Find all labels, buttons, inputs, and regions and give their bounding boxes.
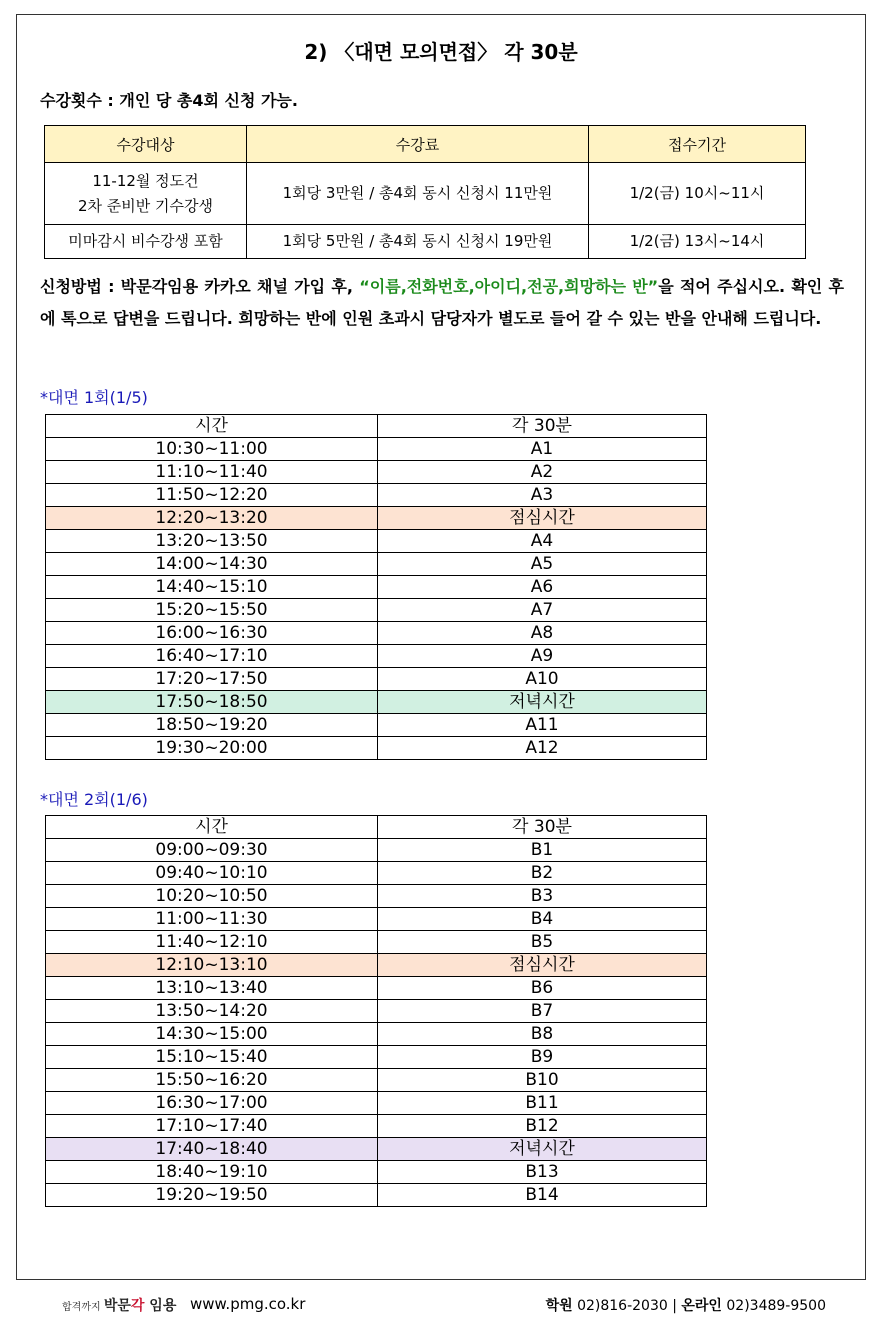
logo-brand-2: 각: [130, 1298, 145, 1314]
time-cell: 15:10~15:40: [46, 1046, 378, 1069]
fee-target-line2: 2차 준비반 기수강생: [77, 196, 213, 215]
time-cell: 16:40~17:10: [46, 645, 378, 668]
fee-table: [44, 125, 806, 259]
schedule-row: [46, 1138, 707, 1161]
brand-logo: [62, 1295, 176, 1315]
slot-cell: A6: [378, 576, 707, 599]
time-cell: 18:50~19:20: [46, 714, 378, 737]
logo-brand-1: 박문: [103, 1298, 131, 1314]
schedule-row: [46, 576, 707, 599]
logo-brand-3: 임용: [144, 1298, 177, 1314]
slot-cell: A2: [378, 461, 707, 484]
slot-cell: B10: [378, 1069, 707, 1092]
schedule-row: [46, 668, 707, 691]
footer: [0, 1292, 884, 1318]
fee-period: 1/2(금) 10시~11시: [589, 163, 806, 225]
site-url[interactable]: www.pmg.co.kr: [190, 1295, 306, 1313]
slot-cell: A10: [378, 668, 707, 691]
time-cell: 17:20~17:50: [46, 668, 378, 691]
time-cell: 12:10~13:10: [46, 954, 378, 977]
fee-amount: 1회당 5만원 / 총4회 동시 신청시 19만원: [247, 225, 589, 259]
count-line: 수강횟수 : 개인 당 총4회 신청 가능.: [40, 91, 298, 110]
apply-prefix: 신청방법 : 박문각임용 카카오 채널 가입 후,: [40, 277, 360, 296]
schedule-row: [46, 908, 707, 931]
time-cell: 13:50~14:20: [46, 1000, 378, 1023]
apply-highlight: “이름,전화번호,아이디,전공,희망하는 반”: [359, 277, 659, 296]
time-cell: 10:20~10:50: [46, 885, 378, 908]
time-cell: 13:10~13:40: [46, 977, 378, 1000]
time-cell: 09:40~10:10: [46, 862, 378, 885]
schedule-row: [46, 931, 707, 954]
slot-cell: A8: [378, 622, 707, 645]
slot-cell: A9: [378, 645, 707, 668]
time-cell: 14:40~15:10: [46, 576, 378, 599]
online-label: 온라인: [681, 1298, 722, 1314]
slot-cell: B14: [378, 1184, 707, 1207]
time-cell: 11:40~12:10: [46, 931, 378, 954]
session1-table: [45, 414, 707, 760]
session1-label: *대면 1회(1/5): [40, 388, 148, 407]
time-cell: 17:10~17:40: [46, 1115, 378, 1138]
slot-cell: B12: [378, 1115, 707, 1138]
slot-cell: B4: [378, 908, 707, 931]
schedule-header-row: [46, 816, 707, 839]
fee-row: [45, 163, 806, 225]
academy-phone: 02)816-2030 |: [572, 1298, 682, 1314]
fee-header-row: [45, 126, 806, 163]
online-phone: 02)3489-9500: [721, 1298, 826, 1314]
slot-cell: 점심시간: [378, 954, 707, 977]
schedule-row: [46, 438, 707, 461]
schedule-row: [46, 839, 707, 862]
time-cell: 11:00~11:30: [46, 908, 378, 931]
page-title: 2) 〈대면 모의면접〉 각 30분: [304, 40, 578, 64]
slot-header: 각 30분: [378, 415, 707, 438]
apply-suffix: 을 적어 주십시오. 확인 후에 톡으로 답변을 드립니다. 희망하는 반에 인원 초과시 담당자가 별도로 들어 갈 수 있는 반을 안내해 드립니다.: [40, 277, 844, 328]
fee-header-period: 접수기간: [589, 126, 806, 163]
schedule-row: [46, 714, 707, 737]
slot-cell: B11: [378, 1092, 707, 1115]
time-cell: 17:40~18:40: [46, 1138, 378, 1161]
schedule-row: [46, 530, 707, 553]
fee-target-cell: 미마감시 비수강생 포함: [45, 225, 247, 259]
slot-cell: B7: [378, 1000, 707, 1023]
schedule-row: [46, 484, 707, 507]
schedule-row: [46, 1069, 707, 1092]
time-cell: 09:00~09:30: [46, 839, 378, 862]
schedule-row: [46, 1046, 707, 1069]
schedule-row: [46, 645, 707, 668]
slot-cell: A7: [378, 599, 707, 622]
schedule-row: [46, 599, 707, 622]
fee-amount: 1회당 3만원 / 총4회 동시 신청시 11만원: [247, 163, 589, 225]
schedule-row: [46, 737, 707, 760]
time-cell: 18:40~19:10: [46, 1161, 378, 1184]
schedule-row: [46, 1115, 707, 1138]
time-cell: 15:50~16:20: [46, 1069, 378, 1092]
slot-cell: B5: [378, 931, 707, 954]
schedule-row: [46, 1161, 707, 1184]
slot-cell: A5: [378, 553, 707, 576]
schedule-row: [46, 461, 707, 484]
session2-table: [45, 815, 707, 1207]
time-cell: 13:20~13:50: [46, 530, 378, 553]
slot-cell: 저녁시간: [378, 691, 707, 714]
slot-cell: B9: [378, 1046, 707, 1069]
time-cell: 16:00~16:30: [46, 622, 378, 645]
schedule-row: [46, 862, 707, 885]
slot-cell: B6: [378, 977, 707, 1000]
fee-period: 1/2(금) 13시~14시: [589, 225, 806, 259]
slot-header: 각 30분: [378, 816, 707, 839]
schedule-row: [46, 553, 707, 576]
fee-row: [45, 225, 806, 259]
schedule-row: [46, 1000, 707, 1023]
slot-cell: A12: [378, 737, 707, 760]
slot-cell: B8: [378, 1023, 707, 1046]
schedule-row: [46, 954, 707, 977]
time-header: 시간: [46, 816, 378, 839]
slot-cell: B1: [378, 839, 707, 862]
time-cell: 19:30~20:00: [46, 737, 378, 760]
time-cell: 15:20~15:50: [46, 599, 378, 622]
slot-cell: B2: [378, 862, 707, 885]
fee-header-target: 수강대상: [45, 126, 247, 163]
fee-header-fee: 수강료: [247, 126, 589, 163]
slot-cell: B3: [378, 885, 707, 908]
time-cell: 12:20~13:20: [46, 507, 378, 530]
time-header: 시간: [46, 415, 378, 438]
apply-instructions: [40, 271, 844, 335]
logo-tagline: 합격까지: [62, 1302, 101, 1313]
schedule-row: [46, 622, 707, 645]
schedule-header-row: [46, 415, 707, 438]
session2-label: *대면 2회(1/6): [40, 790, 148, 809]
time-cell: 11:50~12:20: [46, 484, 378, 507]
time-cell: 17:50~18:50: [46, 691, 378, 714]
time-cell: 11:10~11:40: [46, 461, 378, 484]
time-cell: 14:30~15:00: [46, 1023, 378, 1046]
time-cell: 10:30~11:00: [46, 438, 378, 461]
fee-target-line1: 11-12월 정도건: [92, 171, 199, 190]
slot-cell: A11: [378, 714, 707, 737]
slot-cell: 저녁시간: [378, 1138, 707, 1161]
schedule-row: [46, 1023, 707, 1046]
schedule-row: [46, 885, 707, 908]
academy-label: 학원: [545, 1298, 573, 1314]
time-cell: 19:20~19:50: [46, 1184, 378, 1207]
time-cell: 14:00~14:30: [46, 553, 378, 576]
slot-cell: 점심시간: [378, 507, 707, 530]
contact-info: [546, 1295, 826, 1315]
schedule-row: [46, 507, 707, 530]
slot-cell: A1: [378, 438, 707, 461]
schedule-row: [46, 1184, 707, 1207]
slot-cell: A3: [378, 484, 707, 507]
fee-target-cell: [45, 163, 247, 225]
schedule-row: [46, 1092, 707, 1115]
schedule-row: [46, 691, 707, 714]
slot-cell: B13: [378, 1161, 707, 1184]
slot-cell: A4: [378, 530, 707, 553]
time-cell: 16:30~17:00: [46, 1092, 378, 1115]
schedule-row: [46, 977, 707, 1000]
